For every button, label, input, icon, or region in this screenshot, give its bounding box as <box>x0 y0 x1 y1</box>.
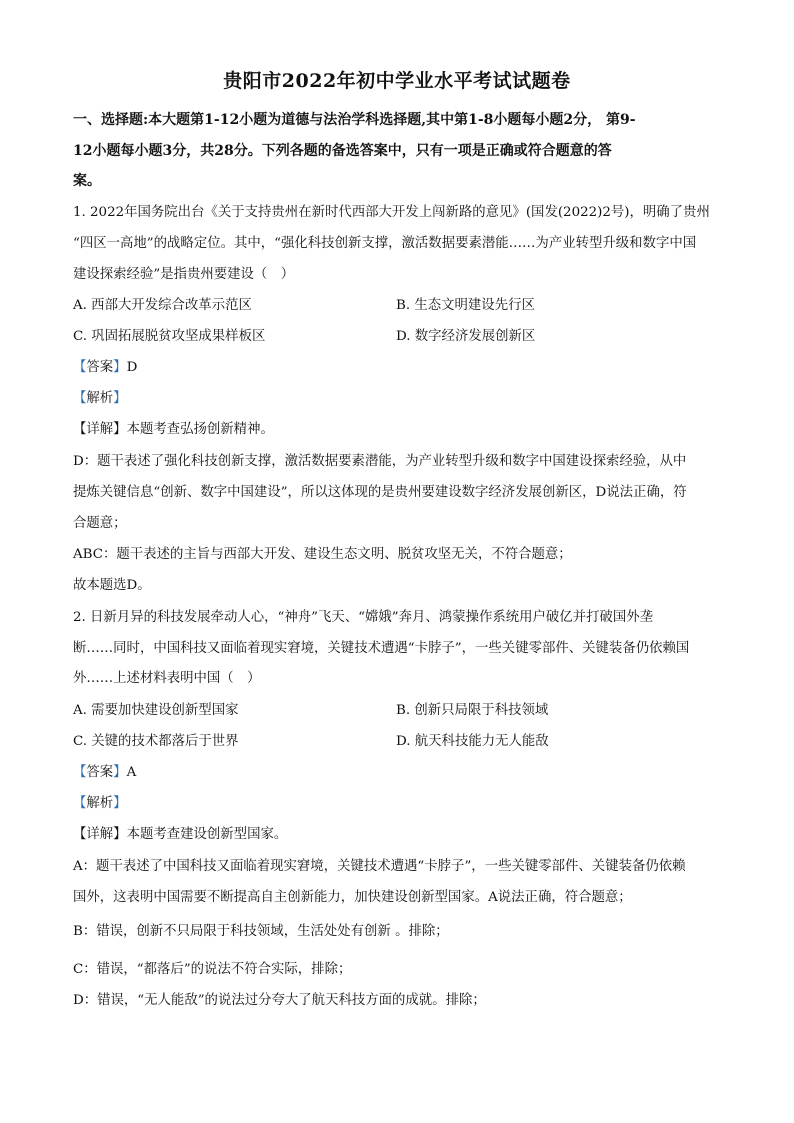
q1-explanation-line-1: D：题干表述了强化科技创新支撑，激活数据要素潜能，为产业转型升级和数字中国建设探索经验，从中 <box>73 454 687 469</box>
bracket-close: 】 <box>113 422 127 437</box>
q1-detail <box>73 420 274 440</box>
q1-answer <box>73 358 137 378</box>
q1-detail-tag: 详解 <box>86 422 114 437</box>
q2-explanation-line-5: D：错误，“无人能敌”的说法过分夸大了航天科技方面的成就。排除； <box>73 993 486 1008</box>
bracket-close: 】 <box>113 765 127 780</box>
q1-explanation-line-5: 故本题选D。 <box>73 578 151 593</box>
q2-stem-line-1: 2. 日新月异的科技发展牵动人心，“神舟”飞天、“嫦娥”奔月、鸿蒙操作系统用户破亿并打破国外垄 <box>73 610 654 625</box>
q2-stem-line-3: 外……上述材料表明中国（ ） <box>73 671 261 686</box>
q1-answer-value: D <box>126 360 138 375</box>
q1-explanation-line-3: 合题意； <box>73 516 127 531</box>
bracket-open: 【 <box>73 422 87 437</box>
q2-answer <box>73 763 136 783</box>
page-title: 贵阳市2022年初中学业水平考试试题卷 <box>223 70 571 92</box>
bracket-open: 【 <box>73 796 87 811</box>
q2-detail-tag: 详解 <box>86 827 114 842</box>
bracket-close: 】 <box>113 360 127 375</box>
bracket-open: 【 <box>73 360 87 375</box>
bracket-close: 】 <box>113 391 127 406</box>
q1-analysis <box>73 389 127 409</box>
section-header-line-3: 案。 <box>73 173 101 189</box>
q2-option-c: C. 关键的技术都落后于世界 <box>73 734 239 749</box>
q1-explanation-line-2: 提炼关键信息“创新、数字中国建设”，所以这体现的是贵州要建设数字经济发展创新区，D说法正确，符 <box>73 485 687 500</box>
q2-detail-text: 本题考查建设创新型国家。 <box>126 827 288 842</box>
q2-answer-value: A <box>126 765 137 780</box>
q1-option-d: D. 数字经济发展创新区 <box>396 329 536 344</box>
q1-detail-text: 本题考查弘扬创新精神。 <box>126 422 274 437</box>
q2-explanation-line-1: A：题干表述了中国科技又面临着现实窘境，关键技术遭遇“卡脖子”，一些关键零部件、关键装备仍依赖 <box>73 859 686 874</box>
q1-option-c: C. 巩固拓展脱贫攻坚成果样板区 <box>73 329 266 344</box>
q2-analysis <box>73 794 127 814</box>
q2-answer-tag: 答案 <box>86 765 114 780</box>
bracket-close: 】 <box>113 796 127 811</box>
bracket-open: 【 <box>73 391 87 406</box>
q2-option-b: B. 创新只局限于科技领域 <box>396 703 549 718</box>
q2-explanation-line-3: B：错误，创新不只局限于科技领域，生活处处有创新 。排除； <box>73 924 449 939</box>
bracket-open: 【 <box>73 827 87 842</box>
q2-detail <box>73 825 287 845</box>
q1-stem-line-1: 1. 2022年国务院出台《关于支持贵州在新时代西部大开发上闯新路的意见》(国发(2022)2号)，明确了贵州 <box>73 205 710 220</box>
bracket-close: 】 <box>113 827 127 842</box>
q1-option-a: A. 西部大开发综合改革示范区 <box>73 298 252 313</box>
q2-option-d: D. 航天科技能力无人能敌 <box>396 734 549 749</box>
q1-stem-line-2: “四区一高地”的战略定位。其中，“强化科技创新支撑，激活数据要素潜能……为产业转型升级和数字中国 <box>73 236 697 251</box>
q1-stem-line-3: 建设探索经验”是指贵州要建设（ ） <box>73 267 295 282</box>
q1-explanation-line-4: ABC：题干表述的主旨与西部大开发、建设生态文明、脱贫攻坚无关，不符合题意； <box>73 547 572 562</box>
bracket-open: 【 <box>73 765 87 780</box>
section-header-line-1: 一、选择题:本大题第1-12小题为道德与法治学科选择题,其中第1-8小题每小题2分， 第9- <box>73 112 636 128</box>
q1-analysis-tag: 解析 <box>86 391 114 406</box>
section-header-line-2: 12小题每小题3分，共28分。下列各题的备选答案中，只有一项是正确或符合题意的答 <box>73 143 612 159</box>
q2-stem-line-2: 断……同时，中国科技又面临着现实窘境，关键技术遭遇“卡脖子”，一些关键零部件、关键装备仍依赖国 <box>73 641 690 656</box>
q2-explanation-line-4: C：错误，“都落后”的说法不符合实际，排除； <box>73 962 352 977</box>
q1-answer-tag: 答案 <box>86 360 114 375</box>
q2-option-a: A. 需要加快建设创新型国家 <box>73 703 239 718</box>
q2-explanation-line-2: 国外，这表明中国需要不断提高自主创新能力，加快建设创新型国家。A说法正确，符合题意； <box>73 890 632 905</box>
q1-option-b: B. 生态文明建设先行区 <box>396 298 535 313</box>
q2-analysis-tag: 解析 <box>86 796 114 811</box>
